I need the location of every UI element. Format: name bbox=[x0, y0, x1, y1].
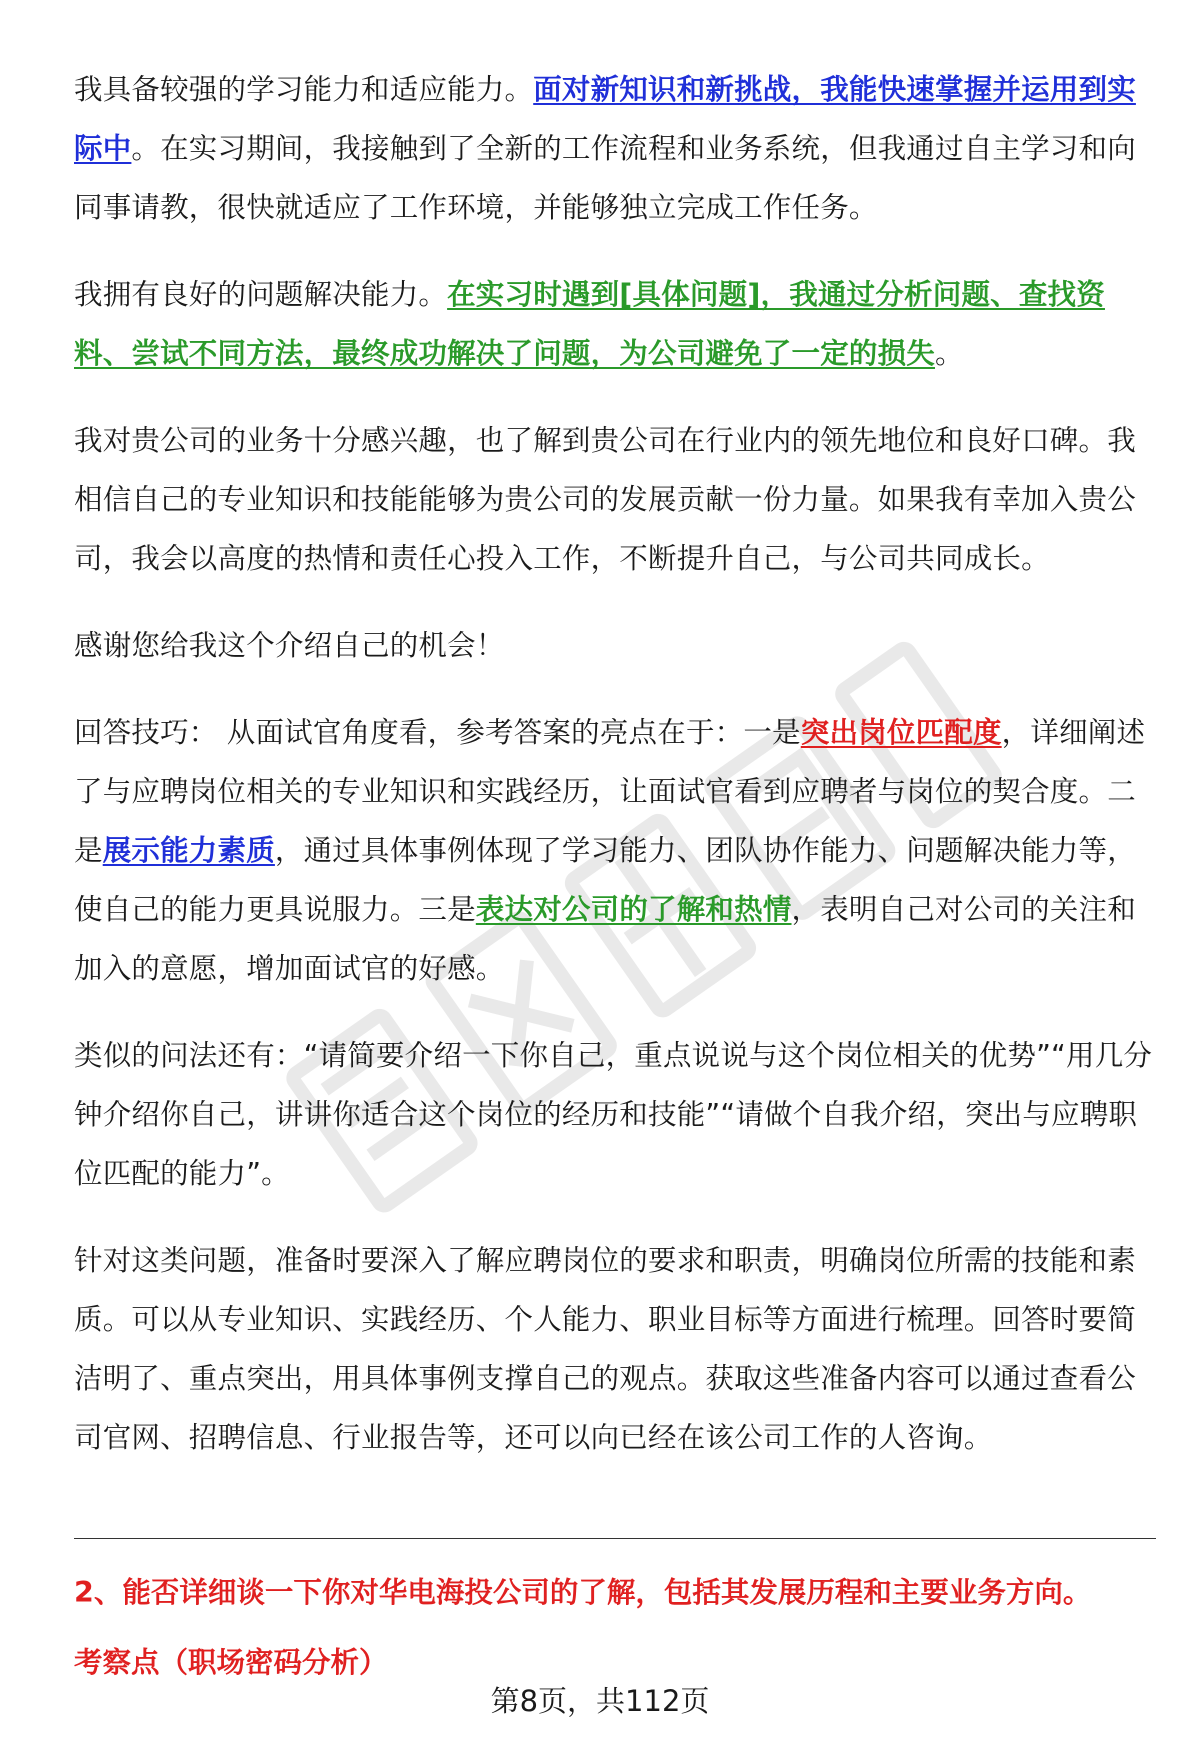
question-heading: 2、能否详细谈一下你对华电海投公司的了解，包括其发展历程和主要业务方向。 bbox=[74, 1576, 1092, 1609]
highlight-blue: 面对新知识和新挑战，我能快速掌握并运用到实际中 bbox=[74, 73, 1136, 165]
paragraph-answer-tips bbox=[74, 703, 1156, 998]
text-segment: 我拥有良好的问题解决能力。 bbox=[74, 278, 448, 311]
exam-point-heading: 考察点（职场密码分析） bbox=[74, 1646, 388, 1679]
paragraph-similar-questions: 类似的问法还有：“请简要介绍一下你自己，重点说说与这个岗位相关的优势”“用几分钟介绍你自己，讲讲你适合这个岗位的经历和技能”“请做个自我介绍，突出与应聘职位匹配的能力”。 bbox=[74, 1039, 1153, 1190]
section-divider bbox=[74, 1538, 1156, 1539]
paragraph-thanks: 感谢您给我这个介绍自己的机会！ bbox=[74, 629, 505, 662]
text-segment: 回答技巧： 从面试官角度看，参考答案的亮点在于：一是 bbox=[74, 716, 801, 749]
highlight-green: 在实习时遇到[具体问题]，我通过分析问题、查找资料、尝试不同方法，最终成功解决了问题，为公司避免了一定的损失 bbox=[74, 278, 1105, 370]
text-segment: ，表明自己对公司的关注和加入的意愿，增加面试官的好感。 bbox=[74, 893, 1136, 985]
document-body bbox=[74, 60, 1156, 1495]
text-segment: ，详细阐述了与应聘岗位相关的专业知识和实践经历，让面试官看到应聘者与岗位的契合度。二是 bbox=[74, 716, 1146, 867]
text-segment: 。 bbox=[935, 337, 964, 370]
paragraph-learning-ability bbox=[74, 60, 1156, 237]
highlight-green: 表达对公司的了解和热情 bbox=[475, 893, 792, 926]
paragraph-problem-solving bbox=[74, 265, 1156, 383]
highlight-blue: 展示能力素质 bbox=[102, 834, 275, 867]
text-segment: 我具备较强的学习能力和适应能力。 bbox=[74, 73, 534, 106]
text-segment: 。在实习期间，我接触到了全新的工作流程和业务系统，但我通过自主学习和向同事请教，很快就适应了工作环境，并能够独立完成工作任务。 bbox=[74, 132, 1136, 224]
text-segment: ，通过具体事例体现了学习能力、团队协作能力、问题解决能力等，使自己的能力更具说服力。三是 bbox=[74, 834, 1136, 926]
highlight-red: 突出岗位匹配度 bbox=[800, 716, 1002, 749]
paragraph-preparation: 针对这类问题，准备时要深入了解应聘岗位的要求和职责，明确岗位所需的技能和素质。可以从专业知识、实践经历、个人能力、职业目标等方面进行梳理。回答时要简洁明了、重点突出，用具体事例支撑自己的观点。获取这些准备内容可以通过查看公司官网、招聘信息、行业报告等，还可以向已经在该公司工作的人咨询。 bbox=[74, 1244, 1136, 1454]
paragraph-company-interest: 我对贵公司的业务十分感兴趣，也了解到贵公司在行业内的领先地位和良好口碑。我相信自己的专业知识和技能能够为贵公司的发展贡献一份力量。如果我有幸加入贵公司，我会以高度的热情和责任心投入工作，不断提升自己，与公司共同成长。 bbox=[74, 424, 1136, 575]
page-footer: 第8页，共112页 bbox=[490, 1684, 710, 1718]
